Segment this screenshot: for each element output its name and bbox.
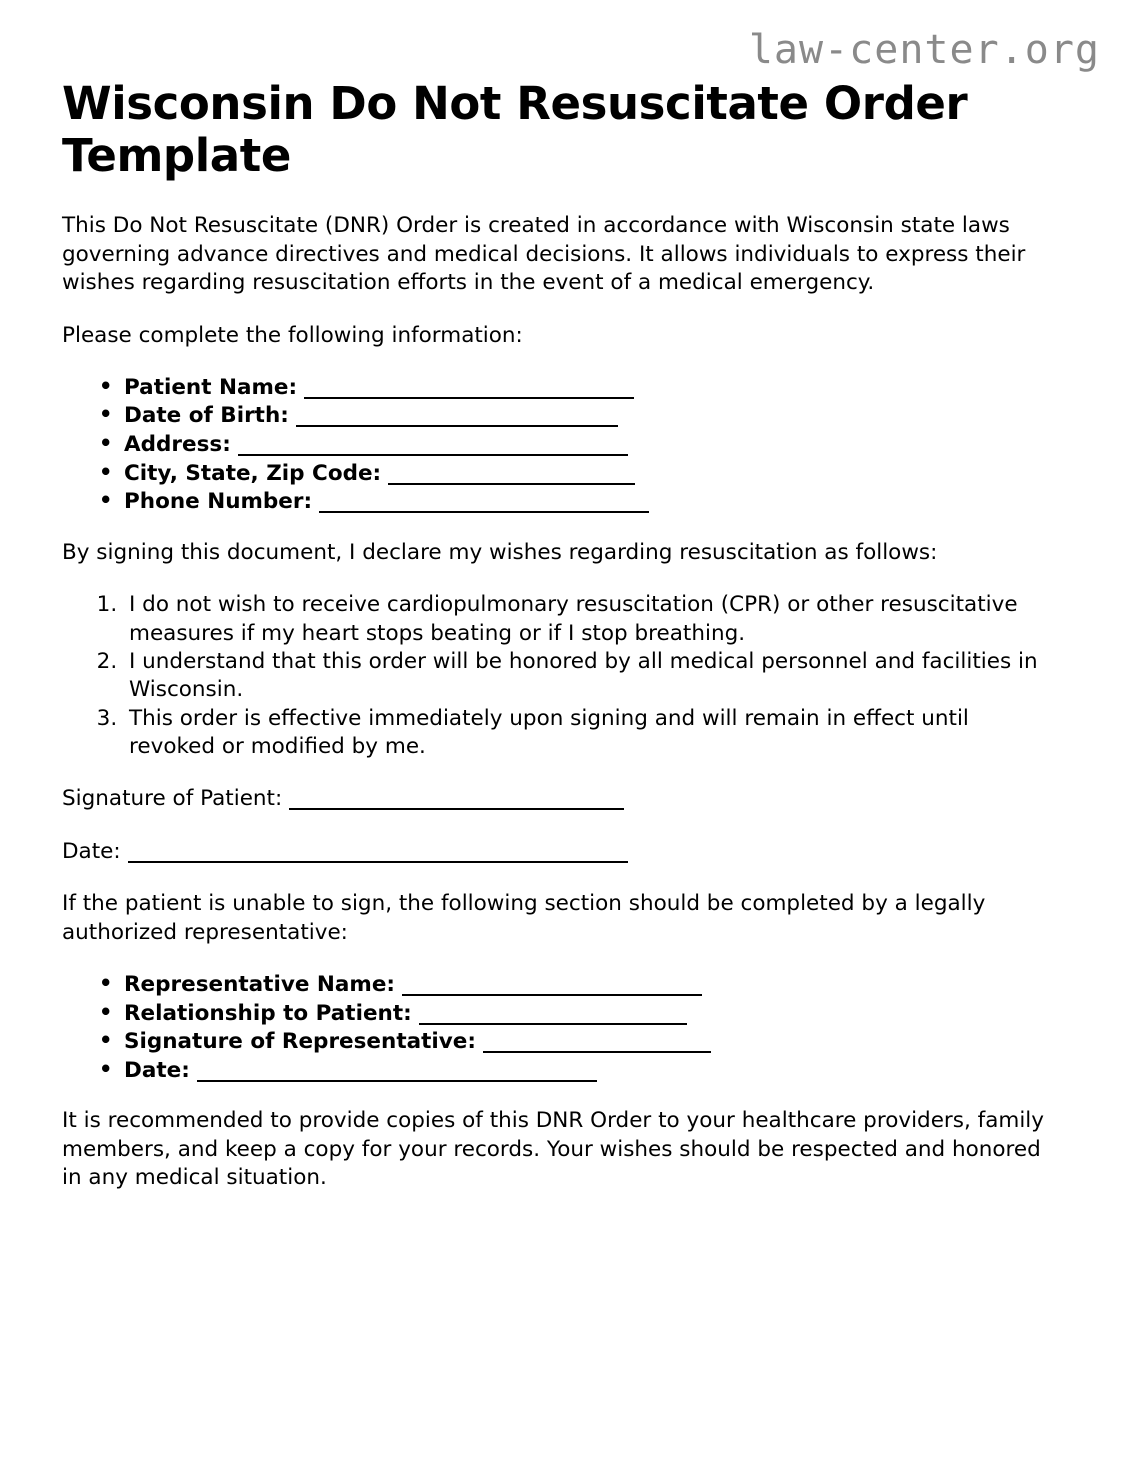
patient-field-blank[interactable]	[238, 454, 628, 456]
closing-paragraph: It is recommended to provide copies of this DNR Order to your healthcare providers, family members, and keep a copy for your records. Your wishes should be respected and honored in any medical situation.	[62, 1108, 1044, 1191]
patient-field-label: Address:	[124, 432, 231, 458]
declaration-item: 2. I understand that this order will be honored by all medical personnel and facilities in Wisconsin.	[124, 648, 1057, 705]
patient-field-item	[95, 374, 1057, 403]
patient-field-item	[95, 402, 1057, 431]
patient-signature-line	[62, 785, 1057, 813]
representative-field-blank[interactable]	[197, 1080, 597, 1082]
patient-field-blank[interactable]	[296, 425, 618, 427]
patient-field-label: City, State, Zip Code:	[124, 460, 382, 486]
patient-field-label: Date of Birth:	[124, 403, 289, 429]
representative-field-item	[95, 971, 1057, 1000]
representative-information-list	[62, 971, 1057, 1085]
representative-field-item	[95, 1028, 1057, 1057]
declaration-item: 1. I do not wish to receive cardiopulmonary resuscitation (CPR) or other resuscitative measures if my heart stops beating or if I stop breathing.	[124, 591, 1057, 648]
patient-date-blank[interactable]	[128, 861, 628, 863]
patient-field-item	[95, 460, 1057, 489]
instruction-text: Please complete the following information:	[62, 322, 523, 348]
representative-field-item	[95, 1057, 1057, 1086]
representative-field-label: Signature of Representative:	[124, 1029, 476, 1055]
patient-field-blank[interactable]	[304, 397, 634, 399]
representative-intro: If the patient is unable to sign, the following section should be completed by a legally authorized representative:	[62, 891, 986, 945]
patient-information-list	[62, 374, 1057, 517]
patient-field-blank[interactable]	[319, 511, 649, 513]
declaration-intro: By signing this document, I declare my wishes regarding resuscitation as follows:	[62, 539, 938, 565]
representative-field-label: Representative Name:	[124, 971, 395, 997]
patient-field-item	[95, 431, 1057, 460]
representative-field-item	[95, 1000, 1057, 1029]
patient-field-blank[interactable]	[388, 483, 635, 485]
patient-signature-blank[interactable]	[289, 808, 624, 810]
patient-field-label: Patient Name:	[124, 374, 298, 400]
patient-signature-label: Signature of Patient:	[62, 786, 283, 812]
patient-field-item	[95, 488, 1057, 517]
patient-date-line	[62, 838, 1057, 866]
site-watermark: law-center.org	[748, 27, 1100, 73]
representative-field-label: Relationship to Patient:	[124, 1000, 412, 1026]
representative-field-label: Date:	[124, 1057, 190, 1083]
intro-paragraph: This Do Not Resuscitate (DNR) Order is created in accordance with Wisconsin state laws governing advance directives and medical decisions. It allows individuals to express their wishes regarding resuscitation efforts in the event of a medical emergency.	[62, 213, 1026, 296]
page-title: Wisconsin Do Not Resuscitate Order Template	[62, 77, 968, 183]
representative-field-blank[interactable]	[419, 1023, 687, 1025]
declaration-item: 3. This order is effective immediately upon signing and will remain in effect until revoked or modified by me.	[124, 705, 1057, 762]
patient-date-label: Date:	[62, 838, 121, 864]
representative-field-blank[interactable]	[402, 994, 702, 996]
patient-field-label: Phone Number:	[124, 489, 313, 515]
declaration-list	[62, 591, 1057, 761]
document-content	[62, 78, 1057, 1192]
representative-field-blank[interactable]	[483, 1051, 711, 1053]
